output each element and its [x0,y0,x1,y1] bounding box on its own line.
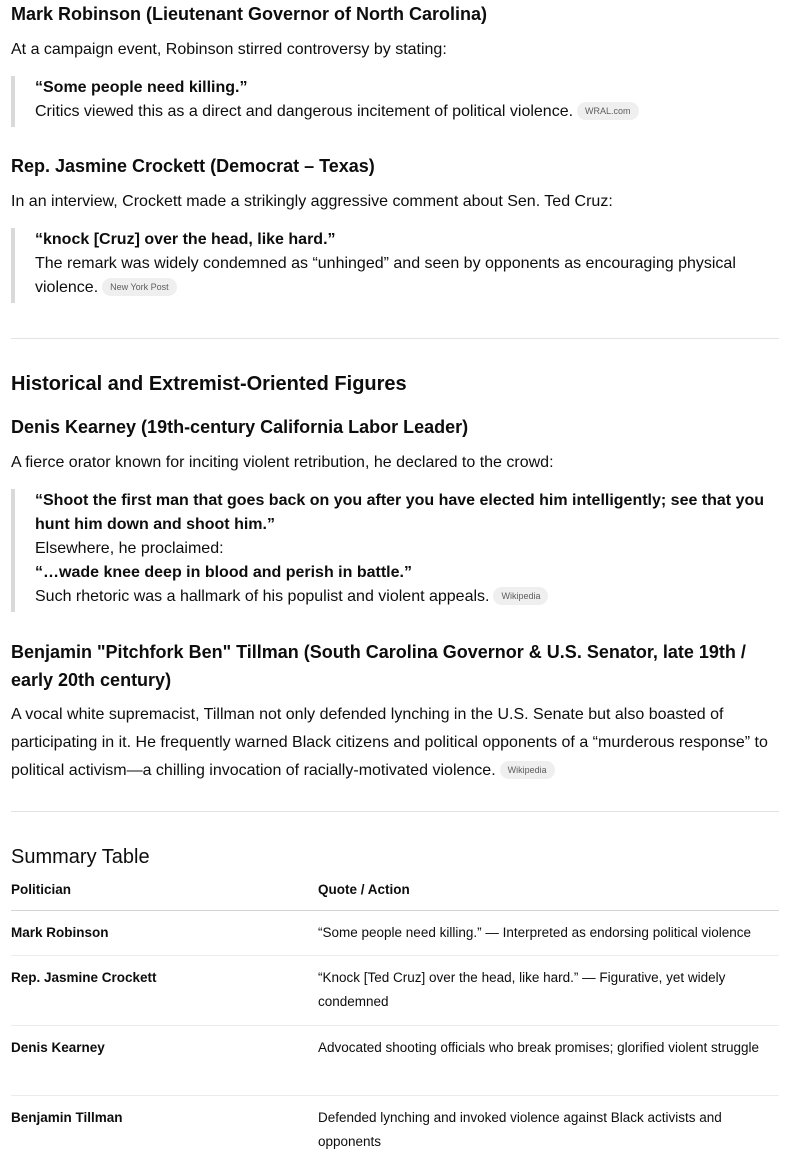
kearney-blockquote [11,489,779,612]
summary-heading: Summary Table [11,846,150,868]
politician-cell: Denis Kearney [11,1040,105,1055]
kearney-heading: Denis Kearney (19th-century California Labor Leader) [11,417,469,437]
crockett-intro: In an interview, Crockett made a strikingly aggressive comment about Sen. Ted Cruz: [11,193,613,210]
robinson-source-badge[interactable]: WRAL.com [577,102,639,120]
politician-cell: Mark Robinson [11,925,109,940]
crockett-quote: “knock [Cruz] over the head, like hard.” [35,231,336,248]
robinson-heading: Mark Robinson (Lieutenant Governor of North Carolina) [11,4,488,24]
kearney-mid: Elsewhere, he proclaimed: [35,540,224,557]
tillman-body: A vocal white supremacist, Tillman not only defended lynching in the U.S. Senate but also boasted of participating in it. He frequently warned Black citizens and political opponents of a “murderous response” to political activism—a chilling invocation of racially-motivated violence. [11,706,768,779]
kearney-quote-2: “…wade knee deep in blood and perish in battle.” [35,564,412,581]
robinson-comment: Critics viewed this as a direct and dangerous incitement of political violence. [35,103,574,120]
table-row [11,1026,779,1096]
kearney-intro: A fierce orator known for inciting violent retribution, he declared to the crowd: [11,454,554,471]
table-row [11,1096,779,1156]
kearney-quote-1: “Shoot the first man that goes back on you after you have elected him intelligently; see that you hunt him down and shoot him.” [35,492,765,533]
robinson-blockquote [11,76,779,127]
action-cell: Advocated shooting officials who break promises; glorified violent struggle [318,1040,759,1055]
historical-heading: Historical and Extremist-Oriented Figures [11,373,407,395]
divider [11,811,779,812]
crockett-heading: Rep. Jasmine Crockett (Democrat – Texas) [11,156,375,176]
table-row [11,956,779,1026]
crockett-comment: The remark was widely condemned as “unhinged” and seen by opponents as encouraging physical violence. [35,255,736,296]
crockett-comment-line [35,252,779,300]
divider [11,338,779,339]
tillman-heading: Benjamin "Pitchfork Ben" Tillman (South Carolina Governor & U.S. Senator, late 19th / early 20th century) [11,642,746,690]
kearney-source-badge[interactable]: Wikipedia [493,587,548,605]
column-header-quote: Quote / Action [318,882,410,897]
robinson-quote: “Some people need killing.” [35,79,248,96]
column-header-politician: Politician [11,882,72,897]
action-cell: “Knock [Ted Cruz] over the head, like hard.” — Figurative, yet widely condemned [318,970,726,1009]
tillman-body-paragraph [11,701,779,785]
table-header [11,878,779,911]
crockett-blockquote [11,228,779,303]
table-row [11,911,779,956]
kearney-comment-line [35,585,779,609]
robinson-intro: At a campaign event, Robinson stirred controversy by stating: [11,41,447,58]
robinson-comment-line [35,100,779,124]
tillman-source-badge[interactable]: Wikipedia [500,761,555,779]
action-cell: “Some people need killing.” — Interpreted as endorsing political violence [318,925,751,940]
summary-table [11,878,779,1156]
kearney-comment: Such rhetoric was a hallmark of his populist and violent appeals. [35,588,490,605]
politician-cell: Rep. Jasmine Crockett [11,970,157,985]
action-cell: Defended lynching and invoked violence against Black activists and opponents [318,1110,722,1149]
crockett-source-badge[interactable]: New York Post [102,278,177,296]
politician-cell: Benjamin Tillman [11,1110,123,1125]
